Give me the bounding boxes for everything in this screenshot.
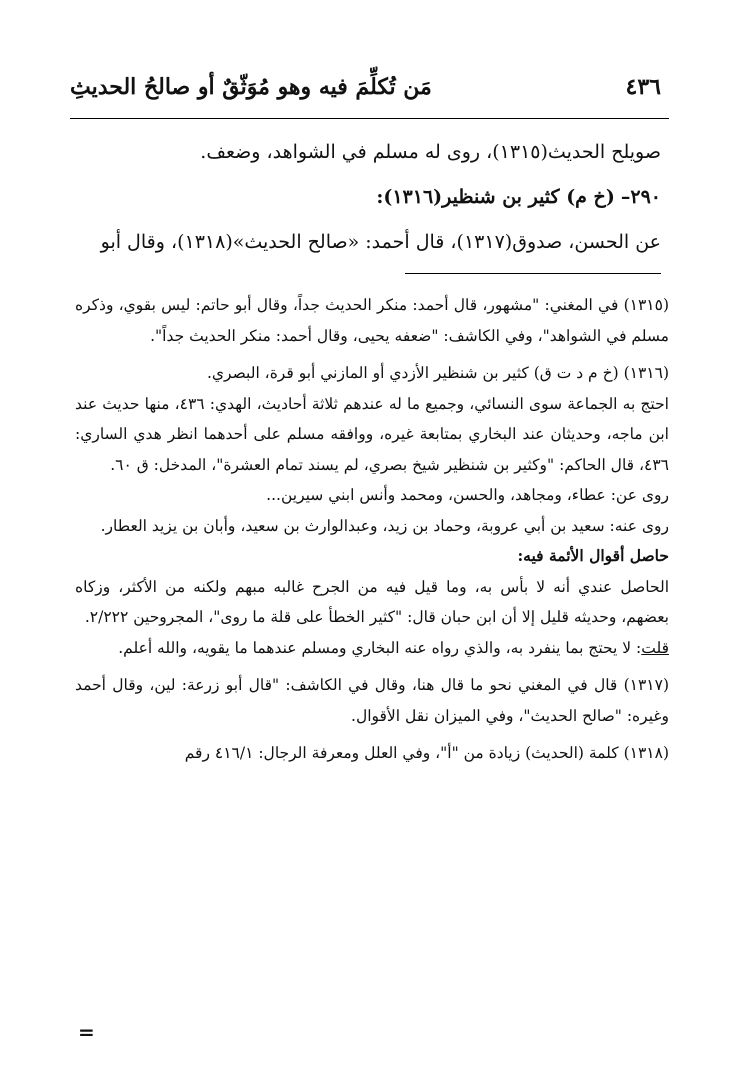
- footnotes: [75, 290, 669, 776]
- footnote-1316: [75, 358, 669, 663]
- main-line-1: صويلح الحديث(١٣١٥)، روى له مسلم في الشواهد، وضعف.: [200, 141, 661, 163]
- entry-heading: [72, 175, 661, 220]
- footnote-1316-para-1: احتج به الجماعة سوى النسائي، وجميع ما له عندهم ثلاثة أحاديث، الهدي: ٤٣٦، منها حديث عند ابن ماجه، وحديثان عند البخاري بمتابعة غيره، ووافقه مسلم على أحدهما انظر هدي الساري: ٤٣٦، قال الحاكم: "وكثير بن شنظير شيخ بصري، لم يسند تمام العشرة"، المدخل: ق ٦٠.: [75, 394, 669, 474]
- main-text: [72, 130, 661, 265]
- continuation-mark: =: [78, 1020, 95, 1044]
- summary-para-2: [75, 633, 669, 664]
- summary-para-1: الحاصل عندي أنه لا بأس به، وما قيل فيه من الجرح غالبه مبهم ولكنه من الأكثر، وزكاه بعضهم، وحديثه قليل إلا أن ابن حبان قال: "كثير الخطأ على قلة ما روى"، المجروحين ٢/٢٢٢.: [75, 577, 669, 626]
- entry-name: (خ م) كثير بن شنظير(١٣١٦):: [376, 186, 615, 208]
- running-title: مَن تُكلِّمَ فيه وهو مُوَثّقٌ أو صالحُ الحديثِ: [70, 74, 432, 100]
- footnote-separator: [405, 273, 661, 274]
- entry-number: ٢٩٠–: [620, 186, 661, 208]
- summary-heading: حاصل أقوال الأئمة فيه:: [517, 546, 669, 565]
- footnote-1316-title: (١٣١٦) (خ م د ت ق) كثير بن شنظير الأزدي أو المازني أبو قرة، البصري.: [207, 364, 669, 382]
- footnote-1315: (١٣١٥) في المغني: "مشهور، قال أحمد: منكر الحديث جداً، وقال أبو حاتم: ليس بقوي، وذكره مسلم في الشواهد"، وفي الكاشف: "ضعفه يحيى، وقال أحمد: منكر الحديث جداً".: [75, 296, 669, 345]
- footnote-1316-para-3: روى عنه: سعيد بن أبي عروبة، وحماد بن زيد، وعبدالوارث بن سعيد، وأبان بن يزيد العطار.: [100, 516, 669, 535]
- main-line-3: عن الحسن، صدوق(١٣١٧)، قال أحمد: «صالح الحديث»(١٣١٨)، وقال أبو: [100, 231, 661, 253]
- header-rule: [70, 118, 669, 119]
- summary-para-2-text: : لا يحتج بما ينفرد به، والذي رواه عنه البخاري ومسلم عندهما ما يقويه، والله أعلم.: [118, 638, 642, 657]
- summary-label: قلت: [641, 638, 669, 657]
- footnote-1318: (١٣١٨) كلمة (الحديث) زيادة من "أ"، وفي العلل ومعرفة الرجال: ٤١٦/١ رقم: [184, 744, 669, 762]
- page-number: ٤٣٦: [625, 74, 661, 100]
- page-header: [70, 70, 661, 112]
- footnote-1317: (١٣١٧) قال في المغني نحو ما قال هنا، وقال في الكاشف: "قال أبو زرعة: لين، وقال أحمد وغيره: "صالح الحديث"، وفي الميزان نقل الأقوال.: [75, 676, 669, 725]
- footnote-1316-para-2: روى عن: عطاء، ومجاهد، والحسن، ومحمد وأنس ابني سيرين...: [266, 486, 669, 504]
